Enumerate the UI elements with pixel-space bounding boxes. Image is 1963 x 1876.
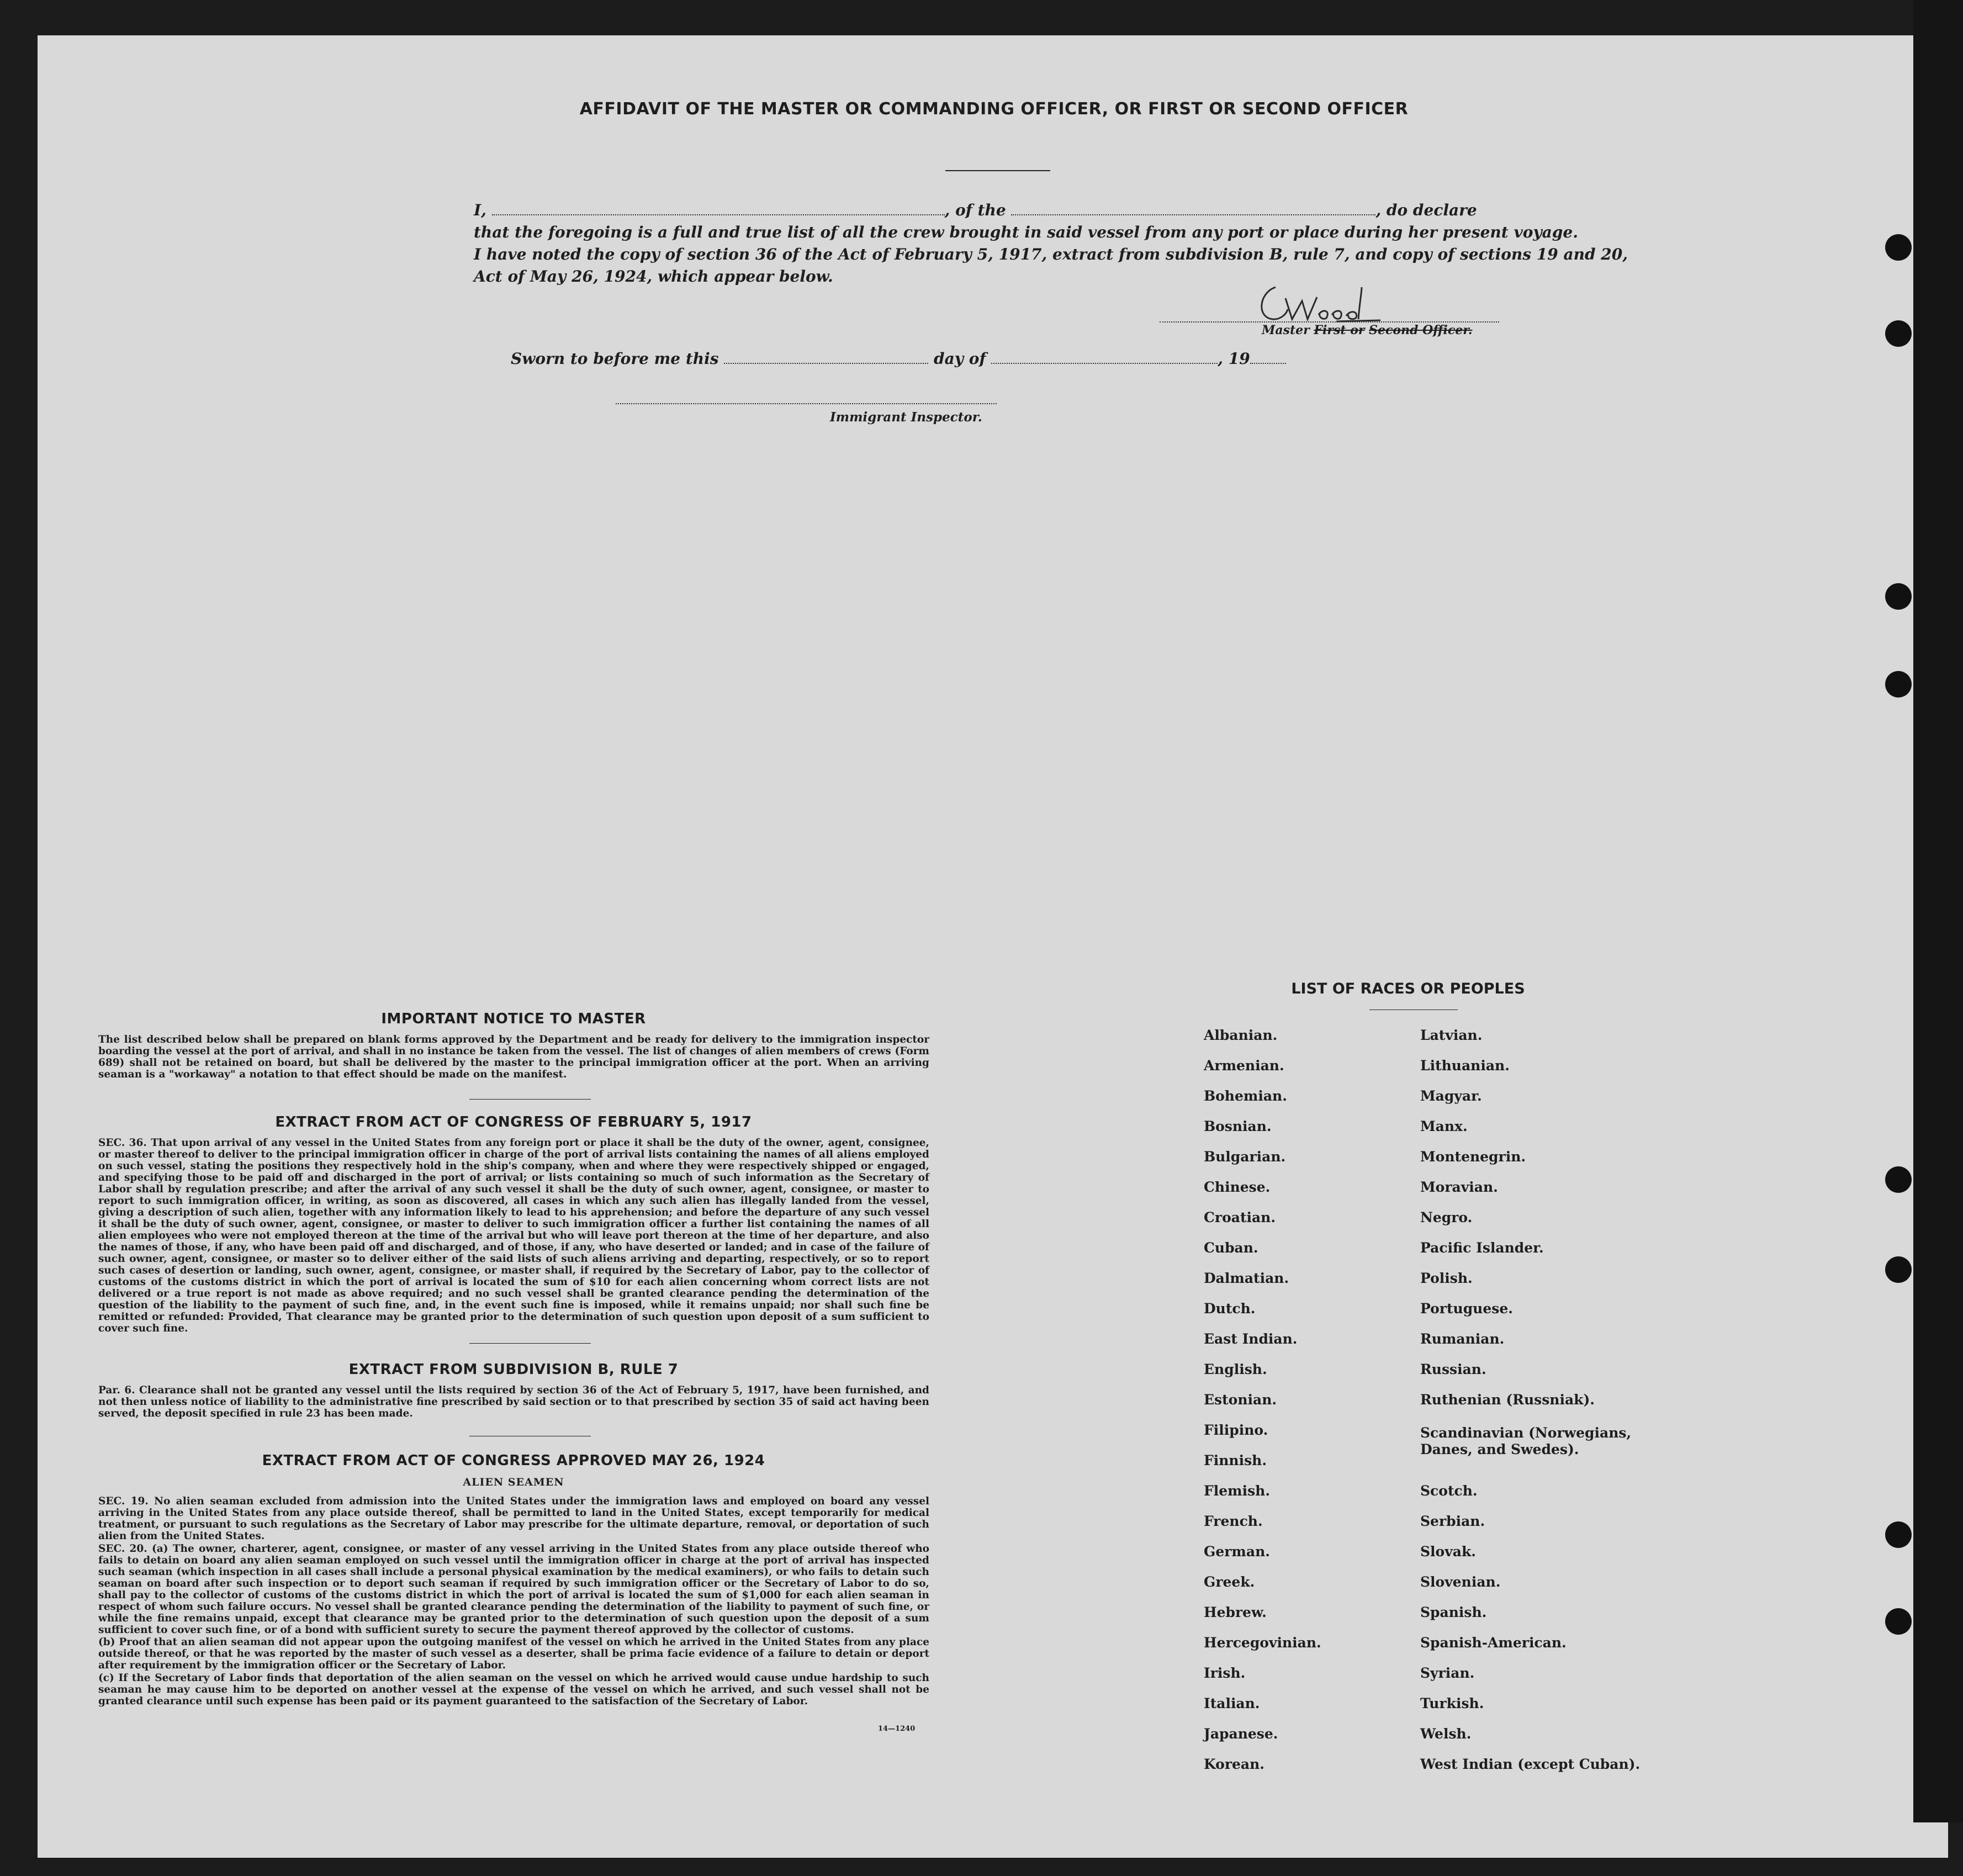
declaration-suffix: , do declare [1375, 201, 1477, 219]
race-item: English. [1204, 1361, 1267, 1377]
race-item: Bohemian. [1204, 1088, 1287, 1104]
race-item: Rumanian. [1420, 1331, 1505, 1347]
section-divider [469, 1099, 591, 1100]
race-item: Filipino. [1204, 1422, 1268, 1438]
scan-edge [1913, 0, 1963, 1822]
race-item: Russian. [1420, 1361, 1486, 1377]
inspector-caption: Immigrant Inspector. [830, 410, 982, 425]
race-item: Greek. [1204, 1574, 1255, 1590]
race-item: Spanish-American. [1420, 1635, 1567, 1651]
race-item: Dalmatian. [1204, 1270, 1289, 1286]
binder-hole [1885, 1608, 1912, 1635]
extract-rule7-title: EXTRACT FROM SUBDIVISION B, RULE 7 [348, 1361, 679, 1378]
sworn-line [511, 350, 1286, 368]
binder-hole [1885, 1256, 1912, 1283]
binder-hole [1885, 320, 1912, 347]
extract-1924-sec19: SEC. 19. No alien seaman excluded from admission into the United States under the immigration laws and employed on board any vessel arriving in the United States from any place outside thereof, shall be permitted to land in the United States, except temporarily for medical treatment, or pursuant to such regulations as the Secretary of Labor may prescribe for the ultimate departure, removal, or deportation of such alien from the United States. [98, 1495, 929, 1542]
race-item: Scandinavian (Norwegians, Danes, and Swedes). [1420, 1425, 1632, 1457]
declaration-prefix: I, [474, 201, 486, 219]
race-item: West Indian (except Cuban). [1420, 1756, 1641, 1772]
race-item: Negro. [1420, 1209, 1473, 1225]
race-item: Bosnian. [1204, 1118, 1272, 1134]
caption-struck: First or [1314, 323, 1365, 337]
race-item: Turkish. [1420, 1695, 1484, 1711]
race-item: Pacific Islander. [1420, 1240, 1544, 1256]
caption-rest: Second Officer. [1369, 323, 1473, 337]
race-item: Hercegovinian. [1204, 1635, 1321, 1651]
race-item: Syrian. [1420, 1665, 1475, 1681]
notice-text: The list described below shall be prepared on blank forms approved by the Department and be ready for delivery to the immigration inspector boarding the vessel at the port of arrival, and shall in no instance be taken from the vessel. The list of changes of alien members of crews (Form 689) shall not be retained on board, but shall be delivered by the master to the principal immigration officer at the port. When an arriving seaman is a "workaway" a notation to that effect should be made on the manifest. [98, 1034, 929, 1080]
caption-master: Master [1262, 323, 1310, 337]
form-number: 14—1240 [878, 1725, 916, 1733]
sworn-suffix: , 19 [1218, 350, 1250, 368]
race-item: Dutch. [1204, 1301, 1256, 1317]
month-blank [991, 351, 1218, 364]
race-item: Latvian. [1420, 1027, 1483, 1043]
race-item: Spanish. [1420, 1604, 1487, 1620]
race-item: Flemish. [1204, 1483, 1271, 1499]
race-item: Irish. [1204, 1665, 1246, 1681]
race-item: Moravian. [1420, 1179, 1498, 1195]
race-item: East Indian. [1204, 1331, 1298, 1347]
binder-hole [1885, 1166, 1912, 1193]
extract-rule7-text: Par. 6. Clearance shall not be granted any vessel until the lists required by section 36 of the Act of February 5, 1917, have been furnished, and not then unless notice of liability to the administrative fine prescribed by said section or to that prescribed by section 35 of said act having been served, the deposit specified in rule 23 has been made. [98, 1384, 929, 1419]
race-item: Montenegrin. [1420, 1149, 1526, 1165]
extract-1924-sec20a: SEC. 20. (a) The owner, charterer, agent, consignee, or master of any vessel arriving in the United States from any place outside thereof who fails to detain on board any alien seaman employed on such vessel until the immigration officer in charge at the port of arrival has inspected such seaman (which inspection in all cases shall include a personal physical examination by the medical examiners), or who fails to detain such seaman on board after such inspection or to deport such seaman if required by such immigration officer or the Secretary of Labor to do so, shall pay to the collector of customs of the customs district in which the port of arrival is located the sum of $1,000 for each alien seaman in respect of whom such failure occurs. No vessel shall be granted clearance pending the determination of the liability to payment of such fine, or while the fine remains unpaid, except that clearance may be granted prior to the determination of such question upon the deposit of a sum sufficient to cover such fine, or of a bond with sufficient surety to secure the payment thereof approved by the collector of customs. [98, 1543, 929, 1636]
race-item: French. [1204, 1513, 1263, 1529]
sworn-prefix: Sworn to before me this [511, 350, 719, 368]
signature-line [1160, 321, 1499, 323]
section-divider [469, 1343, 591, 1344]
race-item: Welsh. [1420, 1726, 1472, 1742]
race-item: Ruthenian (Russniak). [1420, 1392, 1595, 1408]
race-item: Italian. [1204, 1695, 1260, 1711]
declaration-line-1 [474, 201, 1477, 219]
sworn-mid: day of [934, 350, 986, 368]
affidavit-title: AFFIDAVIT OF THE MASTER OR COMMANDING OFFICER, OR FIRST OR SECOND OFFICER [579, 99, 1409, 119]
race-item: Lithuanian. [1420, 1058, 1510, 1074]
race-item: Slovenian. [1420, 1574, 1501, 1590]
declaration-line-4: Act of May 26, 1924, which appear below. [474, 267, 833, 286]
race-item: Magyar. [1420, 1088, 1482, 1104]
inspector-signature-line [616, 403, 997, 404]
year-blank [1250, 351, 1286, 364]
signature-caption [1262, 323, 1472, 337]
declaration-mid: , of the [944, 201, 1006, 219]
race-item: Albanian. [1204, 1027, 1278, 1043]
extract-1924-title: EXTRACT FROM ACT OF CONGRESS APPROVED MAY 26, 1924 [262, 1452, 765, 1469]
race-item: Manx. [1420, 1118, 1468, 1134]
extract-1924-sec20b: (b) Proof that an alien seaman did not appear upon the outgoing manifest of the vessel on which he arrived in the United States from any place outside thereof, or that he was reported by the master of such vessel as a deserter, shall be prima facie evidence of a failure to detain or deport after requirement by the immigration officer or the Secretary of Labor. [98, 1636, 929, 1671]
declaration-line-3: I have noted the copy of section 36 of the Act of February 5, 1917, extract from subdivision B, rule 7, and copy of sections 19 and 20, [474, 245, 1628, 263]
race-item: Scotch. [1420, 1483, 1478, 1499]
race-item: Korean. [1204, 1756, 1265, 1772]
race-item: Serbian. [1420, 1513, 1485, 1529]
race-item: Slovak. [1420, 1544, 1476, 1560]
binder-hole [1885, 234, 1912, 261]
binder-hole [1885, 583, 1912, 610]
vessel-blank [1011, 202, 1375, 215]
race-item: Portuguese. [1420, 1301, 1513, 1317]
race-item: Estonian. [1204, 1392, 1277, 1408]
day-blank [724, 351, 928, 364]
race-item: German. [1204, 1544, 1270, 1560]
race-item: Chinese. [1204, 1179, 1271, 1195]
race-item: Cuban. [1204, 1240, 1258, 1256]
extract-1917-title: EXTRACT FROM ACT OF CONGRESS OF FEBRUARY 5, 1917 [275, 1114, 752, 1130]
extract-1924-sec20c: (c) If the Secretary of Labor finds that deportation of the alien seaman on the vessel on which he arrived would cause undue hardship to such seaman he may cause him to be deported on another vessel at the expense of the vessel on which he arrived, and such vessel shall not be granted clearance until such expense has been paid or its payment guaranteed to the satisfaction of the Secretary of Labor. [98, 1672, 929, 1707]
race-item: Armenian. [1204, 1058, 1284, 1074]
race-item: Bulgarian. [1204, 1149, 1286, 1165]
name-blank [492, 202, 945, 215]
binder-hole [1885, 671, 1912, 697]
title-divider [945, 170, 1050, 171]
extract-1917-text: SEC. 36. That upon arrival of any vessel in the United States from any foreign port or place it shall be the duty of the owner, agent, consignee, or master thereof to deliver to the principal immigration officer in charge of the port of arrival lists containing the names of all aliens employed on such vessel, stating the positions they respectively hold in the ship's company, when and where they were respectively shipped or engaged, and specifying those to be paid off and discharged in the port of arrival; or lists containing so much of such information as the Secretary of Labor shall by regulation prescribe; and after the arrival of any such vessel it shall be the duty of such owner, agent, consignee, or master to report to such immigration officer, in writing, as soon as discovered, all cases in which any such alien has illegally landed from the vessel, giving a description of such alien, together with any information likely to lead to his apprehension; and before the departure of any such vessel it shall be the duty of such owner, agent, consignee, or master to deliver to such immigration officer a further list containing the names of all alien employees who were not employed thereon at the time of the arrival but who will leave port thereon at the time of her departure, and also the names of those, if any, who have been paid off and discharged, and of those, if any, who have deserted or landed; and in case of the failure of such owner, agent, consignee, or master so to deliver either of the said lists of such aliens arriving and departing, respectively, or so to report such cases of desertion or landing, such owner, agent, consignee, or master shall, if required by the Secretary of Labor, pay to the collector of customs of the customs district in which the port of arrival is located the sum of $10 for each alien concerning whom correct lists are not delivered or a true report is not made as above required; and no such vessel shall be granted clearance pending the determination of the question of the liability to the payment of such fine, and, in the event such fine is imposed, while it remains unpaid; nor shall such fine be remitted or refunded: Provided, That clearance may be granted prior to the determination of such question upon deposit of a sum sufficient to cover such fine. [98, 1137, 929, 1334]
race-item: Japanese. [1204, 1726, 1278, 1742]
race-item: Hebrew. [1204, 1604, 1267, 1620]
binder-hole [1885, 1521, 1912, 1548]
alien-seamen-heading: ALIEN SEAMEN [463, 1476, 564, 1488]
race-item: Polish. [1420, 1270, 1473, 1286]
race-item: Croatian. [1204, 1209, 1276, 1225]
declaration-line-2: that the foregoing is a full and true list of all the crew brought in said vessel from any port or place during her present voyage. [474, 223, 1578, 241]
race-item: Finnish. [1204, 1452, 1267, 1468]
notice-title: IMPORTANT NOTICE TO MASTER [381, 1011, 646, 1027]
races-title: LIST OF RACES OR PEOPLES [1291, 980, 1525, 997]
